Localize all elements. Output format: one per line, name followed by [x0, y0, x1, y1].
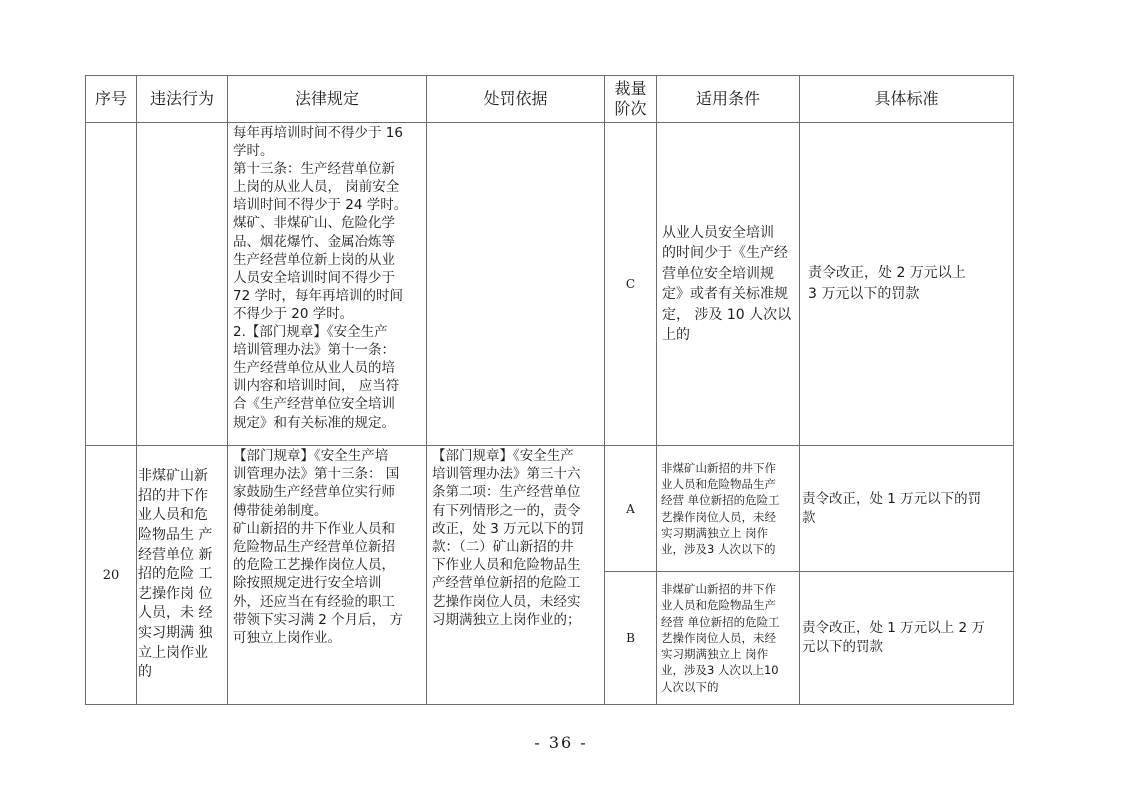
header-seq: 序号: [86, 76, 137, 123]
header-standard: 具体标准: [800, 76, 1014, 123]
law-text: 每年再培训时间不得少于 16 学时。 第十三条：生产经营单位新 上岗的从业人员， 岗前安全 培训时间不得少于 24 学时。 煤矿、非煤矿山、危险化学 品、烟花爆竹、金属冶炼等 生产经营单位新上岗的从业 人员安全培训时间不得少于 72 学时，每年再培训的时间 不得少于 20 学时。 2.【部门规章】《安全生产 培训管理办法》第十一条： 生产经营单位从业人员的培 训内容和培训时间， 应当符 合《生产经营单位安全培训 规定》和有关标准的规定。: [233, 125, 408, 431]
header-row: [86, 76, 1014, 123]
penalty-basis-text: 【部门规章】《安全生产 培训管理办法》第三十六 条第二项：生产经营单位 有下列情形之一的，责令 改正，处 3 万元以下的罚 款：（二）矿山新招的井 下作业人员和危险物品生 产经营单位新招的危险工 艺操作岗位人员，未经实 习期满独立上岗作业的；: [432, 448, 585, 628]
cell-seq: [86, 123, 137, 446]
page-number: - 36 -: [534, 733, 588, 752]
condition-text: 非煤矿山新招的井下作 业人员和危险物品生产 经营 单位新招的危险工 艺操作岗位人员，未经 实习期满独立上 岗作 业，涉及3 人次以下的: [661, 460, 780, 556]
standard-text: 责令改正，处 2 万元以上 3 万元以下的罚款: [808, 265, 966, 302]
header-level: [605, 76, 657, 123]
header-penalty-basis: 处罚依据: [427, 76, 605, 123]
cell-penalty-basis: [427, 123, 605, 446]
cell-condition: [657, 572, 800, 705]
cell-standard: [800, 446, 1014, 572]
table-row: [86, 446, 1014, 572]
law-text: 【部门规章】《安全生产培 训管理办法》第十三条： 国 家鼓励生产经营单位实行师 傅带徒弟制度。 矿山新招的井下作业人员和 危险物品生产经营单位新招 的危险工艺操作岗位人员， 除按照规定进行安全培训 外，还应当在有经验的职工 带领下实习满 2 个月后， 方 可独立上岗作业。: [233, 448, 403, 647]
cell-violation: [137, 123, 228, 446]
standard-text: 责令改正，处 1 万元以下的罚 款: [802, 490, 982, 526]
table-row: [86, 123, 1014, 446]
header-law: 法律规定: [228, 76, 427, 123]
cell-standard: [800, 123, 1014, 446]
cell-level: B: [605, 572, 657, 705]
regulation-table: [85, 75, 1014, 705]
header-condition: 适用条件: [657, 76, 800, 123]
header-violation: 违法行为: [137, 76, 228, 123]
cell-level: C: [605, 123, 657, 446]
cell-violation: [137, 446, 228, 705]
condition-text: 从业人员安全培训 的时间少于《生产经 营单位安全培训规 定》或者有关标准规 定， 涉及 10 人次以 上的: [662, 224, 792, 343]
header-level-label: 裁量 阶次: [614, 79, 647, 118]
cell-law: [228, 123, 427, 446]
cell-seq: 20: [86, 446, 137, 705]
cell-level: A: [605, 446, 657, 572]
cell-penalty-basis: [427, 446, 605, 705]
cell-condition: [657, 123, 800, 446]
cell-standard: [800, 572, 1014, 705]
condition-text: 非煤矿山新招的井下作 业人员和危险物品生产 经营 单位新招的危险工 艺操作岗位人员，未经 实习期满独立上 岗作 业，涉及3 人次以上10 人次以下的: [661, 582, 780, 694]
cell-law: [228, 446, 427, 705]
cell-condition: [657, 446, 800, 572]
standard-text: 责令改正，处 1 万元以上 2 万 元以下的罚款: [802, 620, 985, 655]
violation-text: 非煤矿山新 招的井下作 业人员和危 险物品生 产 经营单位 新 招的危险 工 艺操作岗 位 人员，未 经 实习期满 独 立上岗作业 的: [138, 468, 213, 681]
